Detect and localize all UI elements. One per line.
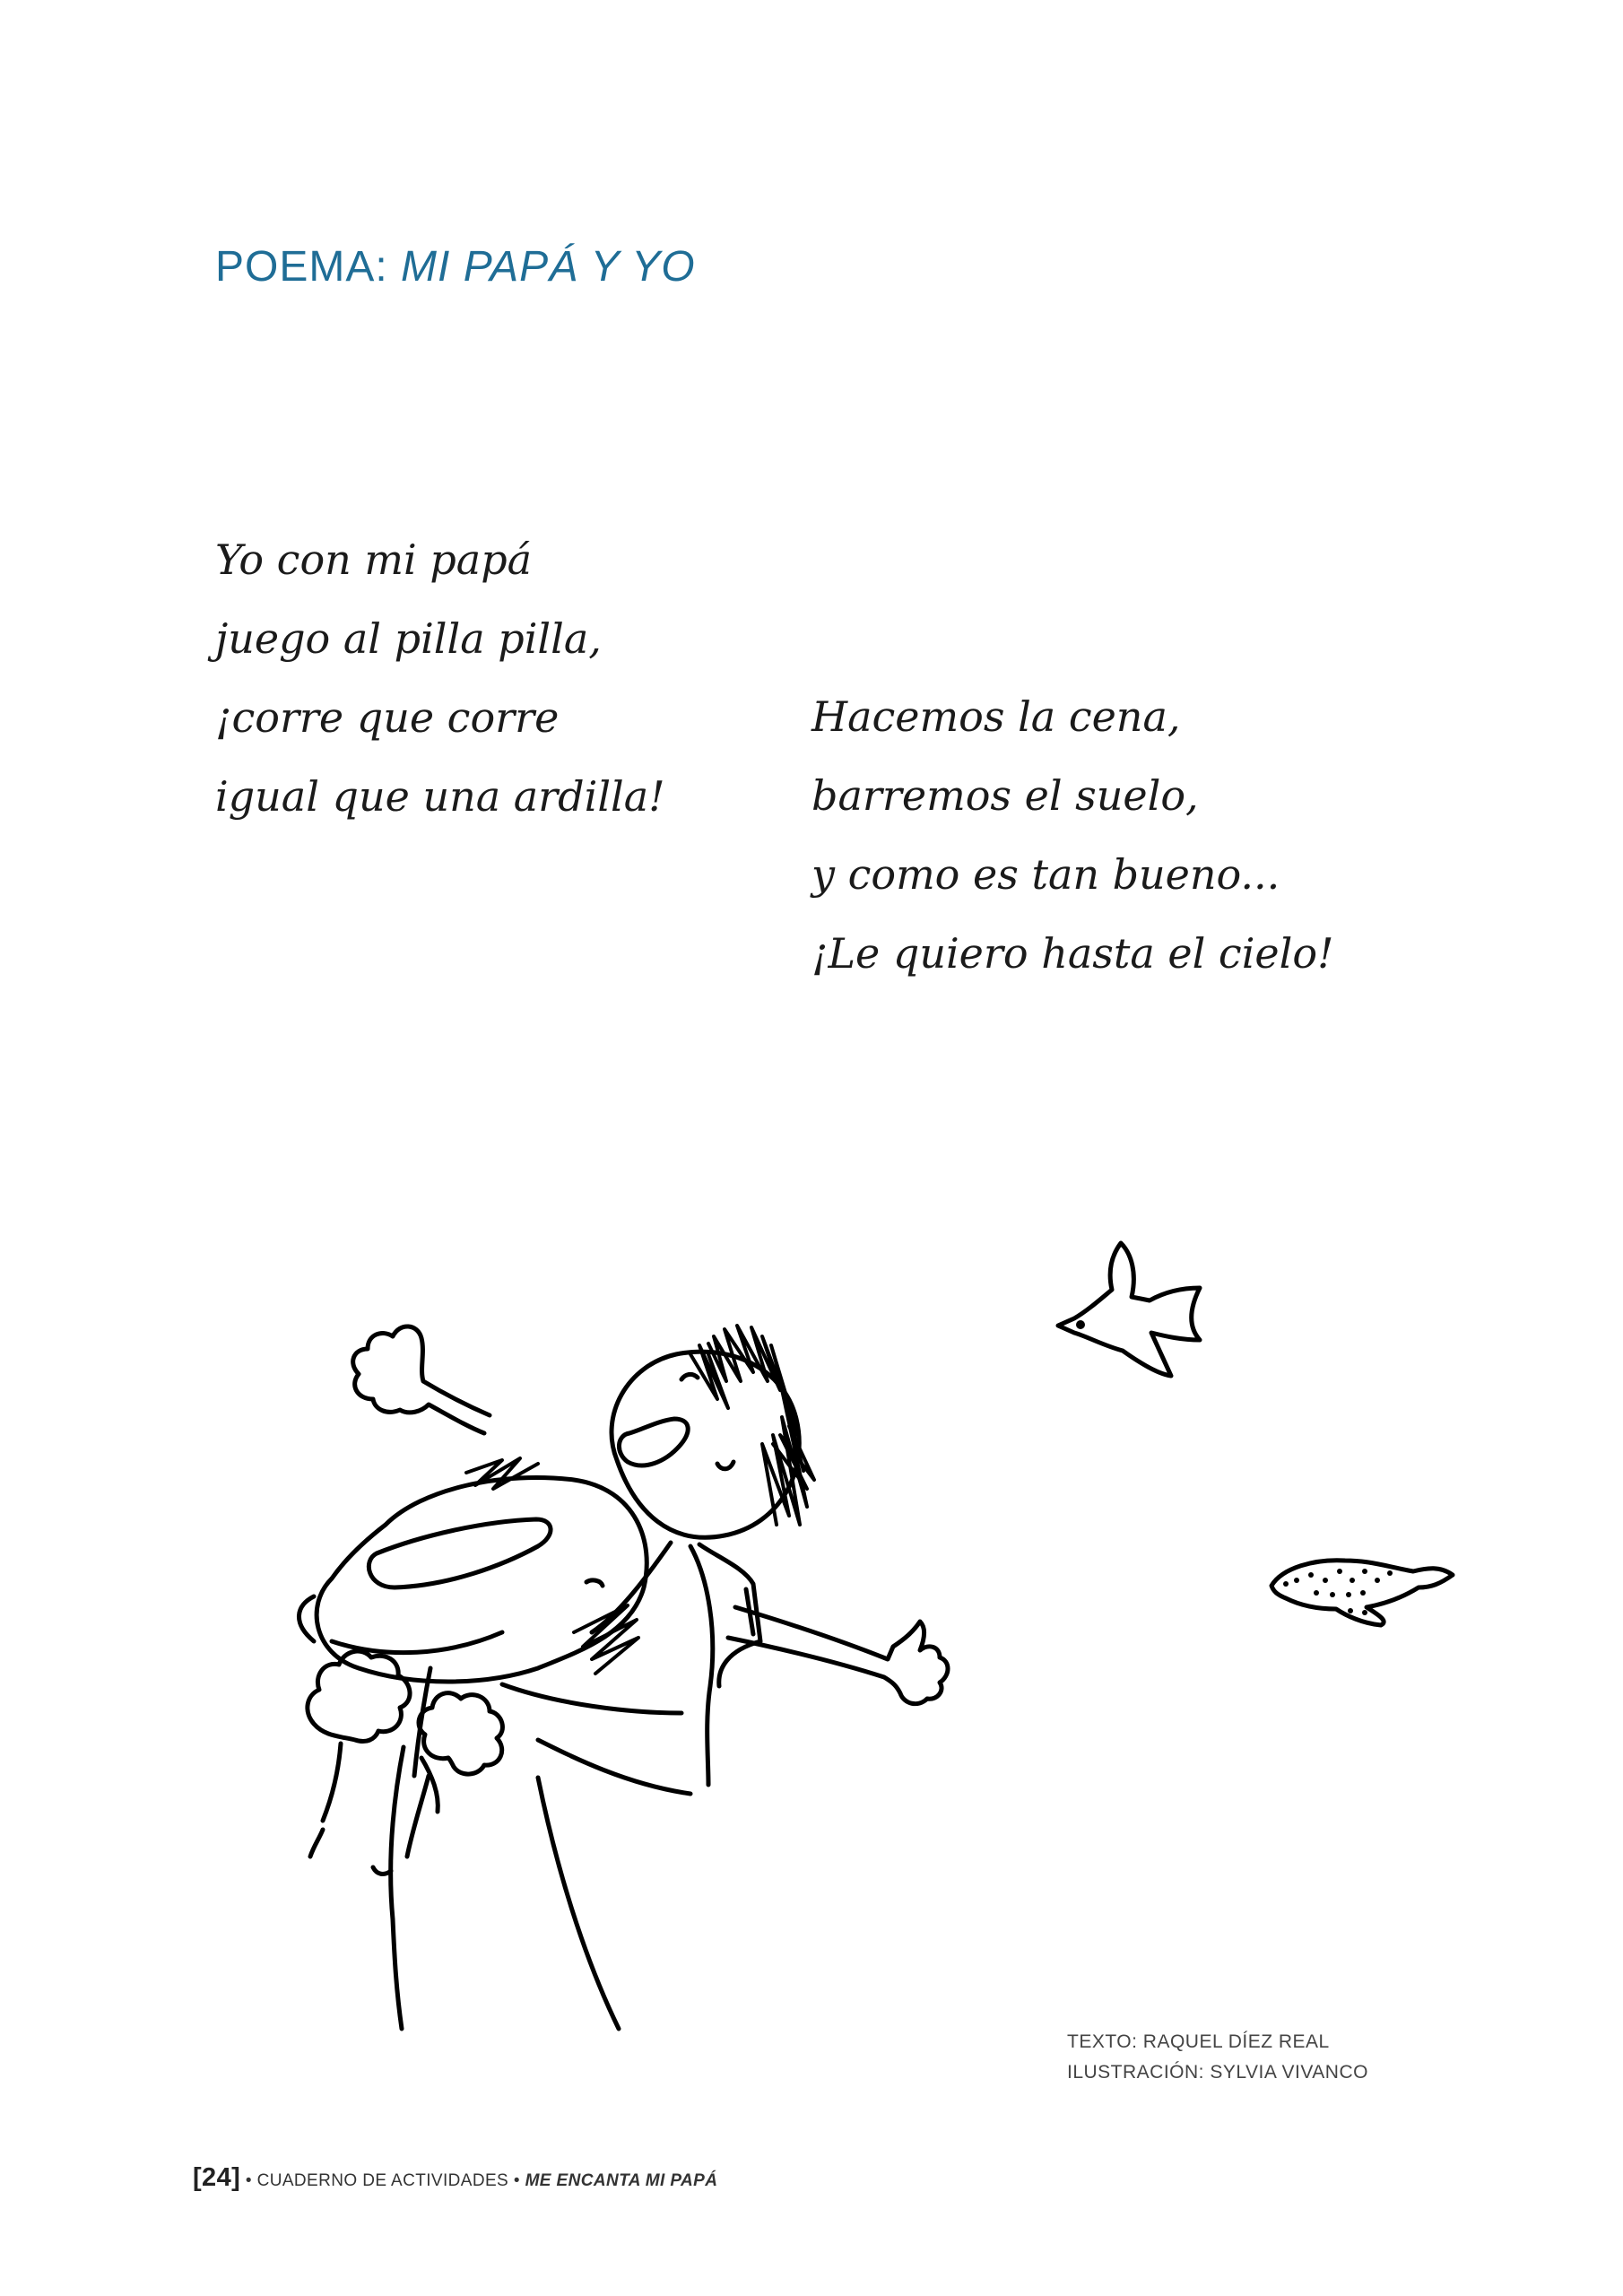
footer [193, 2163, 717, 2193]
page-number: [24] [193, 2163, 241, 2192]
credit-text: TEXTO: RAQUEL DÍEZ REAL [1067, 2031, 1330, 2052]
credit-illustration: ILUSTRACIÓN: SYLVIA VIVANCO [1067, 2062, 1368, 2083]
title-prefix: POEMA: [215, 243, 402, 291]
poem-line: ¡corre que corre [215, 693, 560, 742]
poem-line: ¡Le quiero hasta el cielo! [812, 929, 1334, 978]
poem-line: y como es tan bueno... [812, 850, 1280, 899]
footer-section: CUADERNO DE ACTIVIDADES [256, 2171, 509, 2190]
child-hair [690, 1326, 814, 1525]
bird-dotted-icon [1271, 1561, 1453, 1625]
credits [1067, 2027, 1368, 2088]
child-left-hand-icon [353, 1326, 490, 1433]
father-body [414, 1668, 690, 1794]
poem-line: Yo con mi papá [215, 535, 533, 584]
bird-flying-icon [1058, 1243, 1200, 1376]
footer-bullet: • [245, 2171, 252, 2190]
poem-line: igual que una ardilla! [215, 772, 665, 821]
poem-line: barremos el suelo, [812, 771, 1199, 820]
poem-line: juego al pilla pilla, [215, 614, 602, 663]
poem-line: Hacemos la cena, [812, 692, 1181, 741]
title-italic: MI PAPÁ Y YO [401, 243, 696, 291]
footer-book-title: ME ENCANTA MI PAPÁ [525, 2171, 718, 2190]
footer-bullet: • [513, 2171, 520, 2190]
